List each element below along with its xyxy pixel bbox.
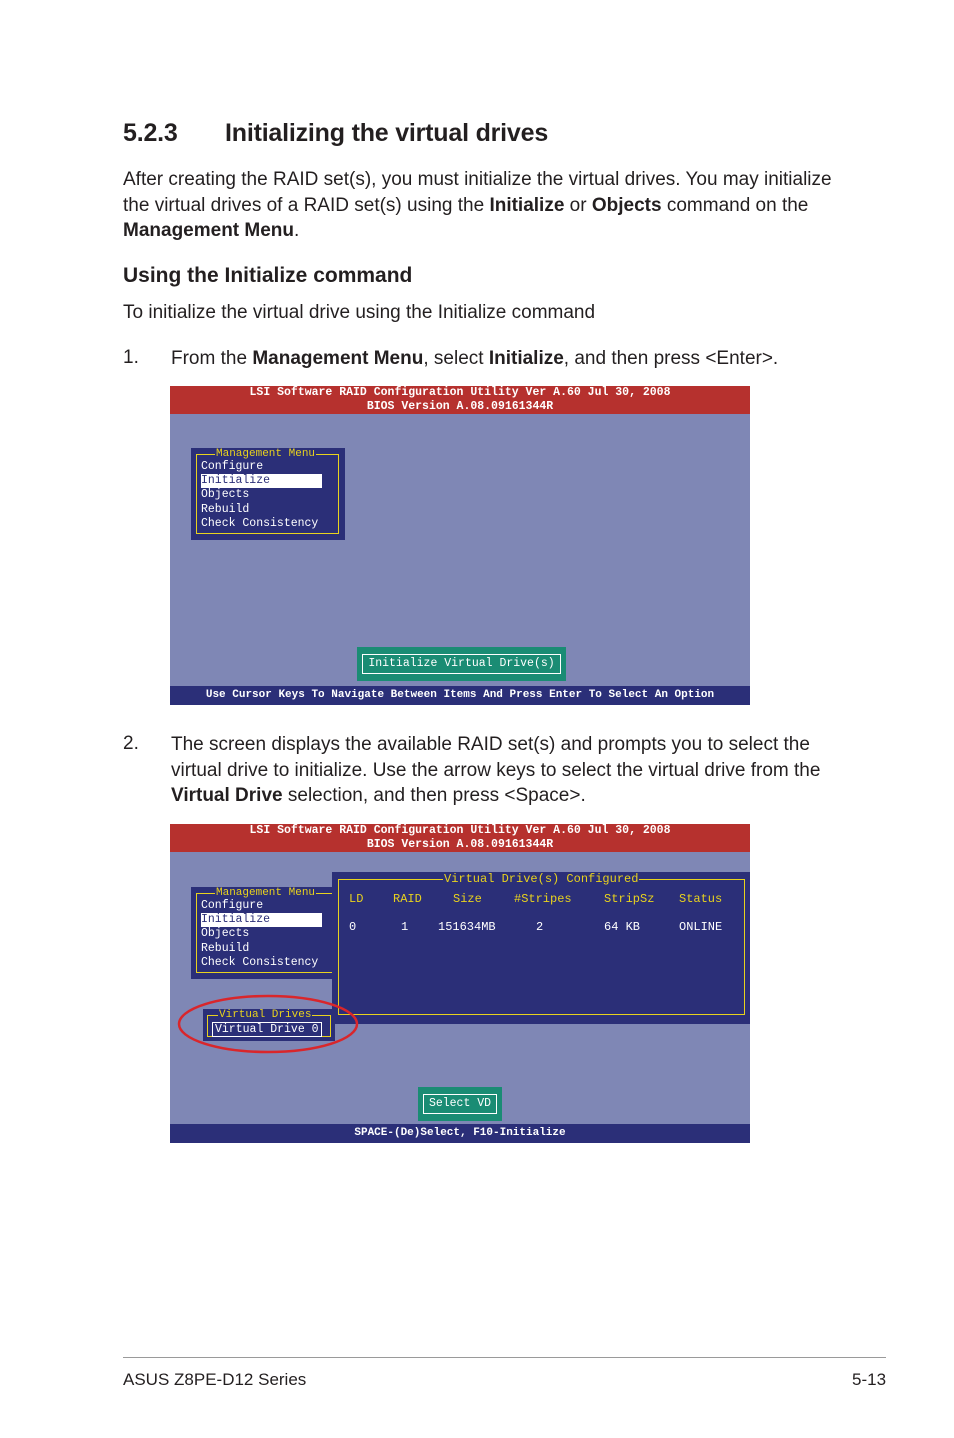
subheading: Using the Initialize command (123, 264, 413, 287)
intro-text-1: After creating the RAID set(s), you must initialize the virtual drives. You may initialize the virtual drives of a RAID set(s) using the (123, 169, 832, 216)
cell-stripsz: 64 KB (604, 920, 641, 934)
cell-status: ONLINE (679, 920, 723, 934)
menu-item-objects[interactable]: Objects (201, 927, 250, 940)
intro-text-2: or (564, 194, 592, 216)
lead-text: To initialize the virtual drive using the Initialize command (123, 302, 596, 323)
menu-title: Management Menu (216, 887, 316, 899)
bios-header (170, 386, 750, 414)
cell-ld: 0 (349, 920, 357, 934)
intro-bold-management-menu: Management Menu (123, 220, 295, 241)
step-1-text-a: From the (171, 348, 253, 369)
virtual-drives-title: Virtual Drives (219, 1009, 312, 1021)
bios-version: BIOS Version A.08.09161344R (366, 400, 554, 413)
select-vd-label: Select VD (423, 1094, 497, 1114)
column-header-status: Status (679, 892, 723, 906)
section-title: Initializing the virtual drives (225, 119, 549, 147)
step-1-text-c: , and then press <Enter>. (563, 348, 779, 369)
step-1-text (171, 346, 851, 372)
cell-stripes: 2 (536, 920, 544, 934)
intro-text-3: command on the (661, 194, 809, 216)
virtual-drive-0-item[interactable]: Virtual Drive 0 (212, 1022, 322, 1037)
menu-item-objects[interactable]: Objects (201, 488, 250, 501)
cell-size: 151634MB (438, 920, 496, 934)
menu-title: Management Menu (216, 448, 316, 460)
column-header-stripsz: StripSz (604, 892, 655, 906)
bios-version: BIOS Version A.08.09161344R (366, 838, 554, 851)
step-2-number: 2. (123, 733, 139, 754)
bios-header (170, 824, 750, 852)
menu-item-configure[interactable]: Configure (201, 460, 264, 473)
vd-configured-title: Virtual Drive(s) Configured (444, 872, 639, 886)
step-1-bold-management-menu: Management Menu (252, 348, 424, 369)
initialize-virtual-drives-button[interactable] (357, 647, 566, 681)
menu-item-configure[interactable]: Configure (201, 899, 264, 912)
step-1-bold-initialize: Initialize (488, 348, 564, 369)
management-menu (191, 887, 345, 979)
step-2-text (171, 732, 851, 809)
menu-item-check-consistency[interactable]: Check Consistency (201, 517, 319, 530)
intro-bold-objects: Objects (591, 194, 662, 216)
page-number: 5-13 (852, 1370, 887, 1389)
management-menu (191, 448, 345, 540)
bios-header-title: LSI Software RAID Configuration Utility Ver A.60 Jul 30, 2008 (249, 824, 671, 837)
column-header-size: Size (453, 892, 482, 906)
menu-item-rebuild[interactable]: Rebuild (201, 503, 250, 516)
bios-screen-1 (170, 386, 750, 705)
menu-item-check-consistency[interactable]: Check Consistency (201, 956, 319, 969)
menu-item-rebuild[interactable]: Rebuild (201, 942, 250, 955)
column-header-stripes: #Stripes (514, 892, 572, 906)
column-header-raid: RAID (393, 892, 422, 906)
footer-rule (123, 1357, 886, 1358)
virtual-drives-configured-panel (332, 872, 750, 1024)
section-heading (123, 119, 548, 148)
step-1-number: 1. (123, 347, 139, 368)
cell-raid: 1 (401, 920, 409, 934)
step-1-text-b: , select (423, 348, 489, 369)
step-2-bold-virtual-drive: Virtual Drive (171, 785, 283, 806)
step-2-text-b: selection, and then press <Space>. (282, 785, 586, 806)
menu-item-initialize[interactable]: Initialize (201, 913, 322, 927)
bios-footer-hint: SPACE-(De)Select, F10-Initialize (170, 1124, 750, 1143)
intro-text-4: . (294, 220, 300, 241)
intro-paragraph (123, 167, 853, 244)
highlight-ellipse (174, 992, 362, 1056)
footer-product: ASUS Z8PE-D12 Series (123, 1370, 307, 1389)
step-2-text-a: The screen displays the available RAID set(s) and prompts you to select the virtual drive to initialize. Use the arrow keys to select the virtual drive from the (171, 734, 821, 781)
bios-screen-2 (170, 824, 750, 1143)
bios-header-title: LSI Software RAID Configuration Utility Ver A.60 Jul 30, 2008 (249, 386, 671, 399)
menu-item-initialize[interactable]: Initialize (201, 474, 322, 488)
initialize-button-label: Initialize Virtual Drive(s) (362, 654, 561, 674)
bios-footer-hint: Use Cursor Keys To Navigate Between Items And Press Enter To Select An Option (170, 686, 750, 705)
intro-bold-initialize: Initialize (489, 194, 565, 216)
section-number: 5.2.3 (123, 119, 178, 147)
select-vd-button[interactable] (418, 1087, 502, 1121)
column-header-ld: LD (349, 892, 364, 906)
